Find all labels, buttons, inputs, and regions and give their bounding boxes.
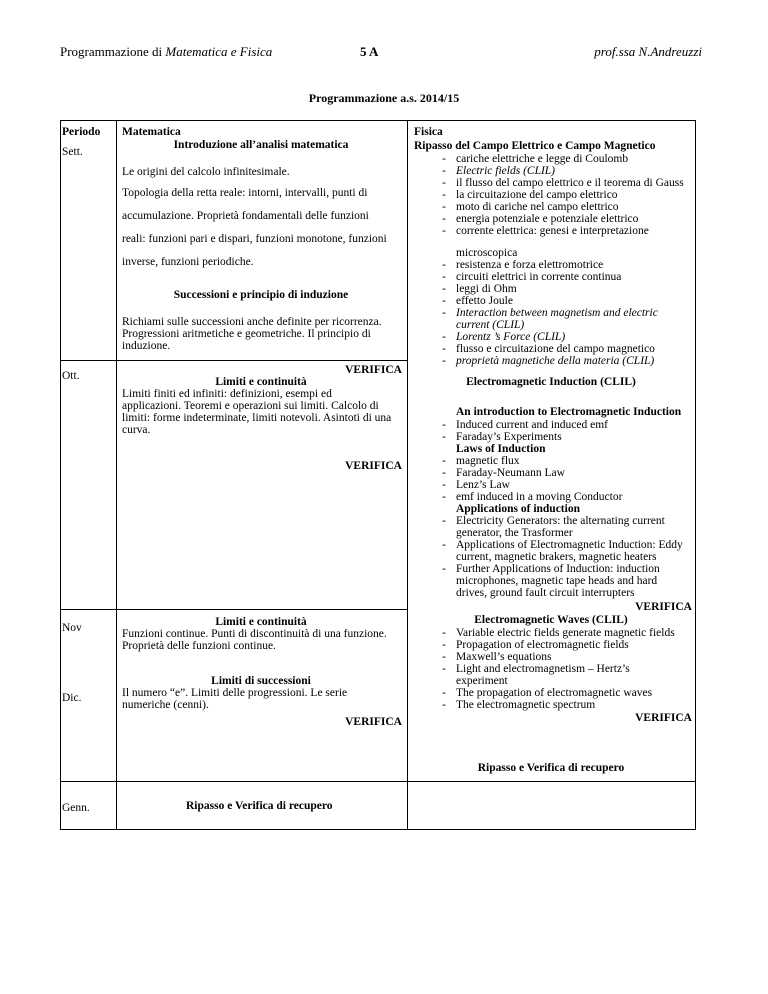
fis-ott-subtitle: Applications of induction (456, 503, 580, 515)
fis-ott-verifica: VERIFICA (635, 601, 692, 613)
mat-ott-line: applicazioni. Teoremi e operazioni sui limiti. Calcolo di (122, 400, 379, 412)
fis-ott-subtitle: Laws of Induction (456, 443, 546, 455)
list-item: current (CLIL) (456, 319, 525, 331)
list-item: - il flusso del campo elettrico e il teorema di Gauss (442, 177, 684, 189)
col-header-matematica: Matematica (122, 126, 181, 138)
mat-ott-title: Limiti e continuità (215, 376, 307, 388)
fis-ott-title: Electromagnetic Induction (CLIL) (466, 376, 636, 388)
list-item: - moto di cariche nel campo elettrico (442, 201, 619, 213)
col-header-fisica: Fisica (414, 126, 443, 138)
list-item: - Applications of Electromagnetic Induction: Eddy (442, 539, 683, 551)
header-left-italic: Matematica e Fisica (165, 44, 273, 59)
list-item: - The electromagnetic spectrum (442, 699, 596, 711)
mat-ott-line: Limiti finiti ed infiniti: definizioni, esempi ed (122, 388, 332, 400)
table-border-left (60, 120, 61, 830)
table-border-right (695, 120, 696, 830)
list-item: - resistenza e forza elettromotrice (442, 259, 604, 271)
mat-sett-title-2: Successioni e principio di induzione (173, 289, 349, 301)
mat-dic-line: numeriche (cenni). (122, 699, 209, 711)
page-title: Programmazione a.s. 2014/15 (308, 91, 460, 105)
list-item: - effetto Joule (442, 295, 513, 307)
mat-sett-line: Topologia della retta reale: intorni, intervalli, punti di (122, 187, 368, 199)
list-item: experiment (456, 675, 508, 687)
period-sett: Sett. (62, 146, 83, 158)
list-item: microscopica (456, 247, 518, 259)
list-item: - leggi di Ohm (442, 283, 517, 295)
list-item: - proprietà magnetiche della materia (CLIL) (442, 355, 655, 367)
list-item: - Induced current and induced emf (442, 419, 608, 431)
fis-nov-verifica: VERIFICA (635, 712, 692, 724)
fis-nov-title: Electromagnetic Waves (CLIL) (474, 614, 628, 626)
list-item: - Lorentz ’s Force (CLIL) (442, 331, 566, 343)
mat-sett-verifica: VERIFICA (345, 364, 402, 376)
mat-nov-line: Proprietà delle funzioni continue. (122, 640, 276, 652)
period-dic: Dic. (62, 692, 82, 704)
mat-sett-line: inverse, funzioni periodiche. (122, 256, 254, 268)
period-nov: Nov (62, 622, 82, 634)
list-item: - magnetic flux (442, 455, 520, 467)
list-item: - Interaction between magnetism and electric (442, 307, 658, 319)
list-item: - Electric fields (CLIL) (442, 165, 556, 177)
mat-sett-line: Progressioni aritmetiche e geometriche. Il principio di (122, 328, 371, 340)
list-item: - Further Applications of Induction: induction (442, 563, 660, 575)
list-item: - Variable electric fields generate magnetic fields (442, 627, 675, 639)
col-divider-2 (407, 120, 408, 830)
mat-sett-line: Le origini del calcolo infinitesimale. (122, 166, 290, 178)
list-item: drives, ground fault circuit interrupters (456, 587, 635, 599)
mat-ott-verifica: VERIFICA (345, 460, 402, 472)
period-ott: Ott. (62, 370, 80, 382)
list-item: - Propagation of electromagnetic fields (442, 639, 629, 651)
list-item: - la circuitazione del campo elettrico (442, 189, 618, 201)
mat-genn-text: Ripasso e Verifica di recupero (186, 800, 333, 812)
col-divider-1 (116, 120, 117, 830)
mat-sett-line: Richiami sulle successioni anche definite per ricorrenza. (122, 316, 382, 328)
mat-ott-line: curva. (122, 424, 151, 436)
mat-nov-line: Funzioni continue. Punti di discontinuità di una funzione. (122, 628, 387, 640)
list-item: - The propagation of electromagnetic waves (442, 687, 653, 699)
header-class: 5 A (360, 44, 379, 59)
list-item: - emf induced in a moving Conductor (442, 491, 623, 503)
mat-dic-line: Il numero “e”. Limiti delle progressioni. Le serie (122, 687, 348, 699)
mat-sett-line: accumulazione. Proprietà fondamentali delle funzioni (122, 210, 369, 222)
mat-ott-line: limiti: forme indeterminate, limiti notevoli. Asintoti di una (122, 412, 392, 424)
fis-ott-subtitle: An introduction to Electromagnetic Induction (456, 406, 682, 418)
list-item: - Maxwell’s equations (442, 651, 552, 663)
header-teacher: prof.ssa N.Andreuzzi (594, 44, 702, 59)
list-item: - Lenz’s Law (442, 479, 510, 491)
list-item: - circuiti elettrici in corrente continua (442, 271, 622, 283)
mat-dic-verifica: VERIFICA (345, 716, 402, 728)
fis-sett-title: Ripasso del Campo Elettrico e Campo Magnetico (414, 140, 656, 152)
mat-sett-line: reali: funzioni pari e dispari, funzioni monotone, funzioni (122, 233, 387, 245)
list-item: - flusso e circuitazione del campo magnetico (442, 343, 655, 355)
list-item: - Electricity Generators: the alternating current (442, 515, 665, 527)
header-left (60, 44, 272, 60)
mat-sett-line: induzione. (122, 340, 171, 352)
fis-dic-text: Ripasso e Verifica di recupero (477, 762, 625, 774)
list-item: - energia potenziale e potenziale elettrico (442, 213, 639, 225)
list-item: current, magnetic brakers, magnetic heaters (456, 551, 657, 563)
table-border-top (60, 120, 696, 121)
mat-nov-title: Limiti e continuità (215, 616, 307, 628)
list-item: - Faraday’s Experiments (442, 431, 562, 443)
header-left-text: Programmazione di (60, 44, 163, 59)
list-item: - corrente elettrica: genesi e interpretazione (442, 225, 649, 237)
col-header-periodo: Periodo (62, 126, 101, 138)
table-border-bottom (60, 829, 696, 830)
row-divider-dic (60, 781, 696, 782)
period-genn: Genn. (62, 802, 90, 814)
list-item: microphones, magnetic tape heads and hard (456, 575, 658, 587)
row-divider-ott (60, 609, 408, 610)
list-item: - cariche elettriche e legge di Coulomb (442, 153, 629, 165)
list-item: generator, the Trasformer (456, 527, 573, 539)
list-item: - Faraday-Neumann Law (442, 467, 565, 479)
row-divider-sett (60, 360, 408, 361)
list-item: - Light and electromagnetism – Hertz’s (442, 663, 630, 675)
mat-dic-title: Limiti di successioni (211, 675, 311, 687)
mat-sett-title: Introduzione all’analisi matematica (173, 139, 349, 151)
